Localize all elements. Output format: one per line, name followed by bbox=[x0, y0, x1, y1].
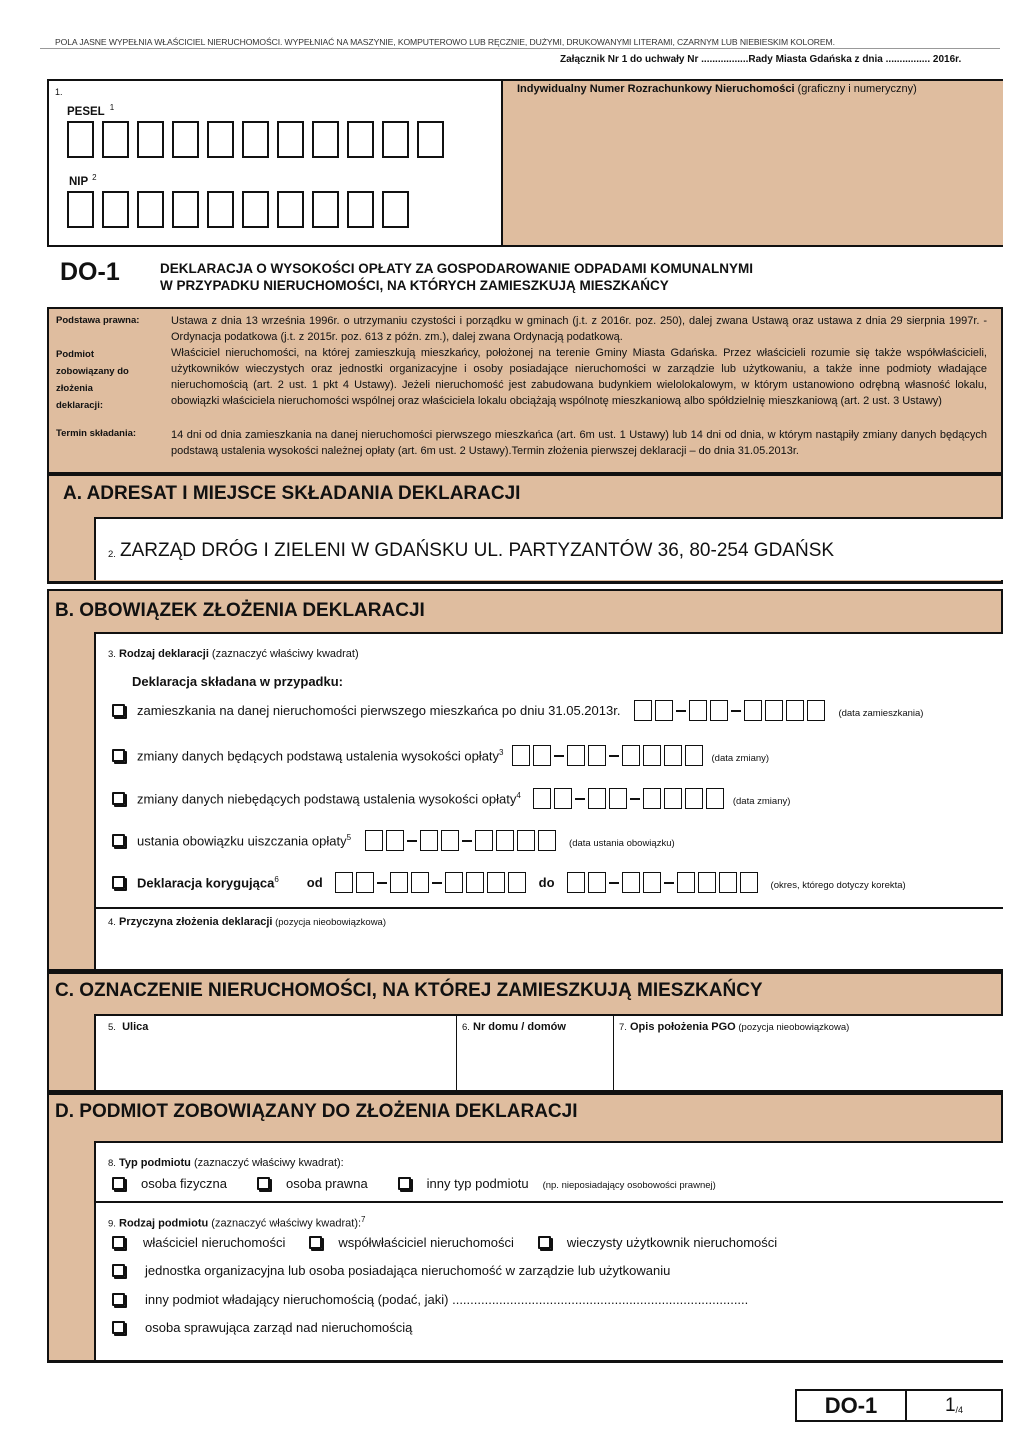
page-footer bbox=[795, 1389, 1003, 1422]
subject-type-options bbox=[112, 1176, 716, 1191]
checkbox[interactable] bbox=[112, 749, 125, 762]
subject-text: Właściciel nieruchomości, na której zamieszkują mieszkańcy, położonej na terenie Gminy Miasta Gdańska. Przez właścicieli rozumie się także współwłaścicieli, użytkowników wieczystych oraz jednostki organizacyjne i osoby posiadające nieruchomości w zarządzie lub użytkowaniu, a także inne podmioty władające nieruchomością (art. 2 ust. 1 pkt 4 Ustawy). Jeżeli nieruchomość jest zabudowana budynkiem wielolokalowym, w którym ustanowiono odrębną własność lokalu, obowiązki właściciela nieruchomości wspólnej oraz właściciela lokalu obciążają wspólnotę mieszkaniową albo spółdzielnię mieszkaniową (art. 2 ust. 3 Ustawy) bbox=[171, 347, 987, 407]
inrn-field[interactable] bbox=[501, 81, 1003, 245]
option-manager[interactable]: osoba sprawująca zarząd nad nieruchomością bbox=[112, 1320, 412, 1335]
date-hint: (data zmiany) bbox=[732, 796, 791, 807]
date-to-input[interactable] bbox=[567, 872, 761, 893]
section-a-title: A. ADRESAT I MIEJSCE SKŁADANIA DEKLARACJI bbox=[63, 483, 521, 504]
id-box bbox=[47, 79, 1003, 247]
field-9-label: 9. Rodzaj podmiotu (zaznaczyć właściwy kwadrat):$^7$ bbox=[108, 1215, 366, 1230]
section-c-title: C. OZNACZENIE NIERUCHOMOŚCI, NA KTÓREJ ZAMIESZKUJĄ MIESZKAŃCY bbox=[55, 980, 763, 1001]
date-hint: (data ustania obowiązku) bbox=[569, 838, 675, 849]
street-field[interactable] bbox=[96, 1016, 456, 1090]
field-4-label: 4. Przyczyna złożenia deklaracji (pozycja nieobowiązkowa) bbox=[108, 916, 386, 928]
option-perpetual-user[interactable]: wieczysty użytkownik nieruchomości bbox=[538, 1235, 777, 1250]
field-6-label: 6. Nr domu / domów bbox=[462, 1021, 566, 1033]
option-natural-person[interactable]: osoba fizyczna bbox=[112, 1176, 227, 1191]
section-b-title: B. OBOWIĄZEK ZŁOŻENIA DEKLARACJI bbox=[55, 600, 425, 621]
field-8-label: 8. Typ podmiotu (zaznaczyć właściwy kwadrat): bbox=[108, 1157, 344, 1169]
deadline-label: Termin składania: bbox=[56, 428, 137, 439]
option-label: zmiany danych będących podstawą ustalenia wysokości opłaty$^3$ bbox=[137, 747, 504, 764]
form-code: DO-1 bbox=[60, 258, 120, 286]
section-d-title: D. PODMIOT ZOBOWIĄZANY DO ZŁOŻENIA DEKLARACJI bbox=[55, 1101, 578, 1122]
option-label: Deklaracja korygująca$^6$ bbox=[137, 874, 279, 891]
checkbox[interactable] bbox=[112, 704, 125, 717]
to-label: do bbox=[538, 875, 555, 890]
field-number: 1. bbox=[55, 87, 63, 97]
subject-fields bbox=[94, 1141, 1003, 1360]
option-org-unit[interactable]: jednostka organizacyjna lub osoba posiadająca nieruchomość w zarządzie lub użytkowaniu bbox=[112, 1263, 670, 1278]
option-other-type[interactable]: inny typ podmiotu bbox=[398, 1176, 529, 1191]
address-value: ZARZĄD DRÓG I ZIELENI W GDAŃSKU UL. PARTYZANTÓW 36, 80-254 GDAŃSK bbox=[120, 540, 835, 561]
section-a bbox=[47, 474, 1003, 584]
pgo-location-field[interactable] bbox=[613, 1016, 1004, 1090]
nip-input[interactable] bbox=[67, 191, 417, 233]
subject-kind-row-1 bbox=[112, 1235, 777, 1250]
checkbox[interactable] bbox=[112, 876, 125, 889]
deadline-text: 14 dni od dnia zamieszkania na danej nieruchomości pierwszego mieszkańca (art. 6m ust. 1 Ustawy) lub 14 dni od dnia, w którym nastąpiły zmiany danych będących podstawą ustalenia wysokości należnej opłaty (art. 6m ust. 2 Ustawy).Termin złożenia pierwszej deklaracji – do dnia 31.05.2013r. bbox=[171, 429, 987, 457]
property-fields bbox=[94, 1014, 1003, 1090]
date-hint: (data zamieszkania) bbox=[838, 708, 924, 719]
basis-label: Podstawa prawna: bbox=[56, 315, 140, 326]
date-input[interactable] bbox=[365, 830, 559, 851]
section-d bbox=[47, 1093, 1003, 1363]
option-owner[interactable]: właściciel nieruchomości bbox=[112, 1235, 285, 1250]
field-5-label: 5. Ulica bbox=[108, 1021, 149, 1033]
option-change-non-basis[interactable] bbox=[112, 788, 790, 809]
from-label: od bbox=[306, 875, 323, 890]
date-input[interactable] bbox=[634, 700, 828, 721]
date-input[interactable] bbox=[533, 788, 727, 809]
legal-info bbox=[47, 307, 1003, 474]
option-other-holder[interactable]: inny podmiot władający nieruchomością (podać, jaki) .................................................................................. bbox=[112, 1292, 748, 1307]
option-label: ustania obowiązku uiszczania opłaty$^5$ bbox=[137, 832, 352, 849]
option-first-resident[interactable] bbox=[112, 700, 923, 721]
pesel-label: PESEL $^1$ bbox=[67, 103, 115, 118]
checkbox[interactable] bbox=[112, 834, 125, 847]
basis-text: Ustawa z dnia 13 września 1996r. o utrzymaniu czystości i porządku w gminach (j.t. z 2016r. poz. 250), dalej zwana Ustawą oraz ustawa z dnia 29 sierpnia 1997r. - Ordynacja podatkowa (j.t. z 2015r. poz. 613 z późn. zm.), dalej zwana Ordynacją podatkową. bbox=[171, 315, 987, 343]
option-legal-person[interactable]: osoba prawna bbox=[257, 1176, 368, 1191]
address-field bbox=[94, 517, 1003, 580]
option-obligation-end[interactable] bbox=[112, 830, 675, 851]
section-c bbox=[47, 972, 1003, 1093]
footer-form-code: DO-1 bbox=[797, 1391, 907, 1420]
page-number: 1 /4 bbox=[944, 1394, 964, 1416]
reason-field[interactable] bbox=[96, 907, 1003, 971]
nip-label: NIP $^2$ bbox=[69, 173, 97, 188]
checkbox[interactable] bbox=[112, 792, 125, 805]
annex-note: Załącznik Nr 1 do uchwały Nr .................Rady Miasta Gdańska z dnia ................ 2016r. bbox=[560, 54, 962, 65]
option-co-owner[interactable]: współwłaściciel nieruchomości bbox=[309, 1235, 514, 1250]
date-input[interactable] bbox=[512, 745, 706, 766]
top-notice: POLA JASNE WYPEŁNIA WŁAŚCICIEL NIERUCHOMOŚCI. WYPEŁNIAĆ NA MASZYNIE, KOMPUTEROWO LUB RĘCZNIE, DUŻYMI, DRUKOWANYMI LITERAMI, CZARNYM LUB NIEBIESKIM KOLOREM. bbox=[55, 37, 835, 47]
house-number-field[interactable] bbox=[456, 1016, 614, 1090]
pesel-input[interactable] bbox=[67, 121, 452, 163]
divider bbox=[96, 1201, 1003, 1203]
date-from-input[interactable] bbox=[335, 872, 529, 893]
field-3-label: 3. Rodzaj deklaracji (zaznaczyć właściwy kwadrat) bbox=[108, 648, 359, 660]
section-b bbox=[47, 589, 1003, 972]
intro-text: Deklaracja składana w przypadku: bbox=[132, 674, 343, 689]
option-change-basis[interactable] bbox=[112, 745, 769, 766]
subject-label: Podmiot zobowiązany do złożenia deklaracji: bbox=[56, 349, 129, 411]
date-hint: (data zmiany) bbox=[711, 753, 770, 764]
option-label: zmiany danych niebędących podstawą ustalenia wysokości opłaty$^4$ bbox=[137, 790, 521, 807]
option-label: zamieszkania na danej nieruchomości pierwszego mieszkańca po dniu 31.05.2013r. bbox=[137, 703, 621, 718]
date-hint: (okres, którego dotyczy korekta) bbox=[770, 880, 906, 891]
inrn-label: Indywidualny Numer Rozrachunkowy Nieruchomości (graficzny i numeryczny) bbox=[517, 83, 917, 95]
divider bbox=[40, 48, 1000, 49]
field-number: 2. bbox=[108, 549, 116, 560]
field-7-label: 7. Opis położenia PGO (pozycja nieobowiązkowa) bbox=[619, 1021, 850, 1033]
declaration-type-field bbox=[94, 632, 1003, 969]
form-title: DEKLARACJA O WYSOKOŚCI OPŁATY ZA GOSPODAROWANIE ODPADAMI KOMUNALNYMI W PRZYPADKU NIERUCHOMOŚCI, NA KTÓRYCH ZAMIESZKUJĄ MIESZKAŃCY bbox=[160, 261, 754, 293]
option-correction[interactable] bbox=[112, 872, 906, 893]
option-hint: (np. nieposiadający osobowości prawnej) bbox=[542, 1180, 716, 1191]
